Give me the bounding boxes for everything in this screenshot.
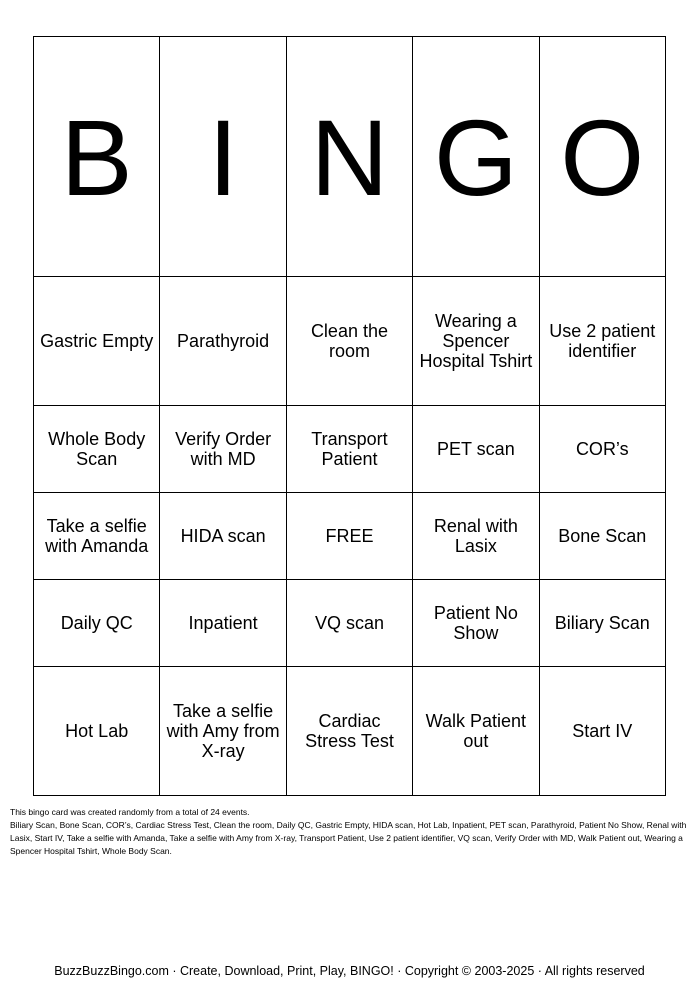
bingo-cell: Use 2 patient identifier — [539, 276, 665, 405]
bingo-cell: COR’s — [539, 405, 665, 492]
bingo-cell: Gastric Empty — [34, 276, 160, 405]
bingo-cell: Inpatient — [160, 579, 286, 666]
bingo-row — [34, 579, 666, 666]
header-letter-g: G — [413, 37, 539, 277]
bingo-cell: Cardiac Stress Test — [286, 666, 412, 795]
bingo-cell: Hot Lab — [34, 666, 160, 795]
bingo-cell: Parathyroid — [160, 276, 286, 405]
bingo-cell: Walk Patient out — [413, 666, 539, 795]
bingo-row — [34, 405, 666, 492]
bingo-cell: Verify Order with MD — [160, 405, 286, 492]
caption-event-list: Biliary Scan, Bone Scan, COR’s, Cardiac Stress Test, Clean the room, Daily QC, Gastric Empty, HIDA scan, Hot Lab, Inpatient, PET scan, Parathyroid, Patient No Show, Renal with Lasix, Start IV, Take a selfie with Amanda, Take a selfie with Amy from X-ray, Transport Patient, Use 2 patient identifier, VQ scan, Verify Order with MD, Walk Patient out, Wearing a Spencer Hospital Tshirt, Whole Body Scan. — [10, 820, 687, 856]
bingo-row — [34, 492, 666, 579]
bingo-cell: Daily QC — [34, 579, 160, 666]
bingo-cell: HIDA scan — [160, 492, 286, 579]
card-caption — [10, 806, 690, 858]
free-space-cell: FREE — [286, 492, 412, 579]
bingo-cell: Start IV — [539, 666, 665, 795]
header-letter-o: O — [539, 37, 665, 277]
bingo-cell: Whole Body Scan — [34, 405, 160, 492]
bingo-cell: Biliary Scan — [539, 579, 665, 666]
bingo-cell: Renal with Lasix — [413, 492, 539, 579]
bingo-row — [34, 666, 666, 795]
caption-intro: This bingo card was created randomly from a total of 24 events. — [10, 807, 250, 817]
bingo-card — [33, 36, 666, 796]
header-letter-i: I — [160, 37, 286, 277]
bingo-cell: Patient No Show — [413, 579, 539, 666]
header-letter-n: N — [286, 37, 412, 277]
bingo-cell: Wearing a Spencer Hospital Tshirt — [413, 276, 539, 405]
bingo-header-row — [34, 37, 666, 277]
bingo-row — [34, 276, 666, 405]
bingo-cell: Take a selfie with Amy from X-ray — [160, 666, 286, 795]
bingo-cell: Transport Patient — [286, 405, 412, 492]
bingo-cell: Take a selfie with Amanda — [34, 492, 160, 579]
footer-text: BuzzBuzzBingo.com · Create, Download, Print, Play, BINGO! · Copyright © 2003-2025 · All rights reserved — [54, 964, 645, 978]
bingo-cell: PET scan — [413, 405, 539, 492]
bingo-cell: Bone Scan — [539, 492, 665, 579]
header-letter-b: B — [34, 37, 160, 277]
bingo-cell: VQ scan — [286, 579, 412, 666]
bingo-cell: Clean the room — [286, 276, 412, 405]
